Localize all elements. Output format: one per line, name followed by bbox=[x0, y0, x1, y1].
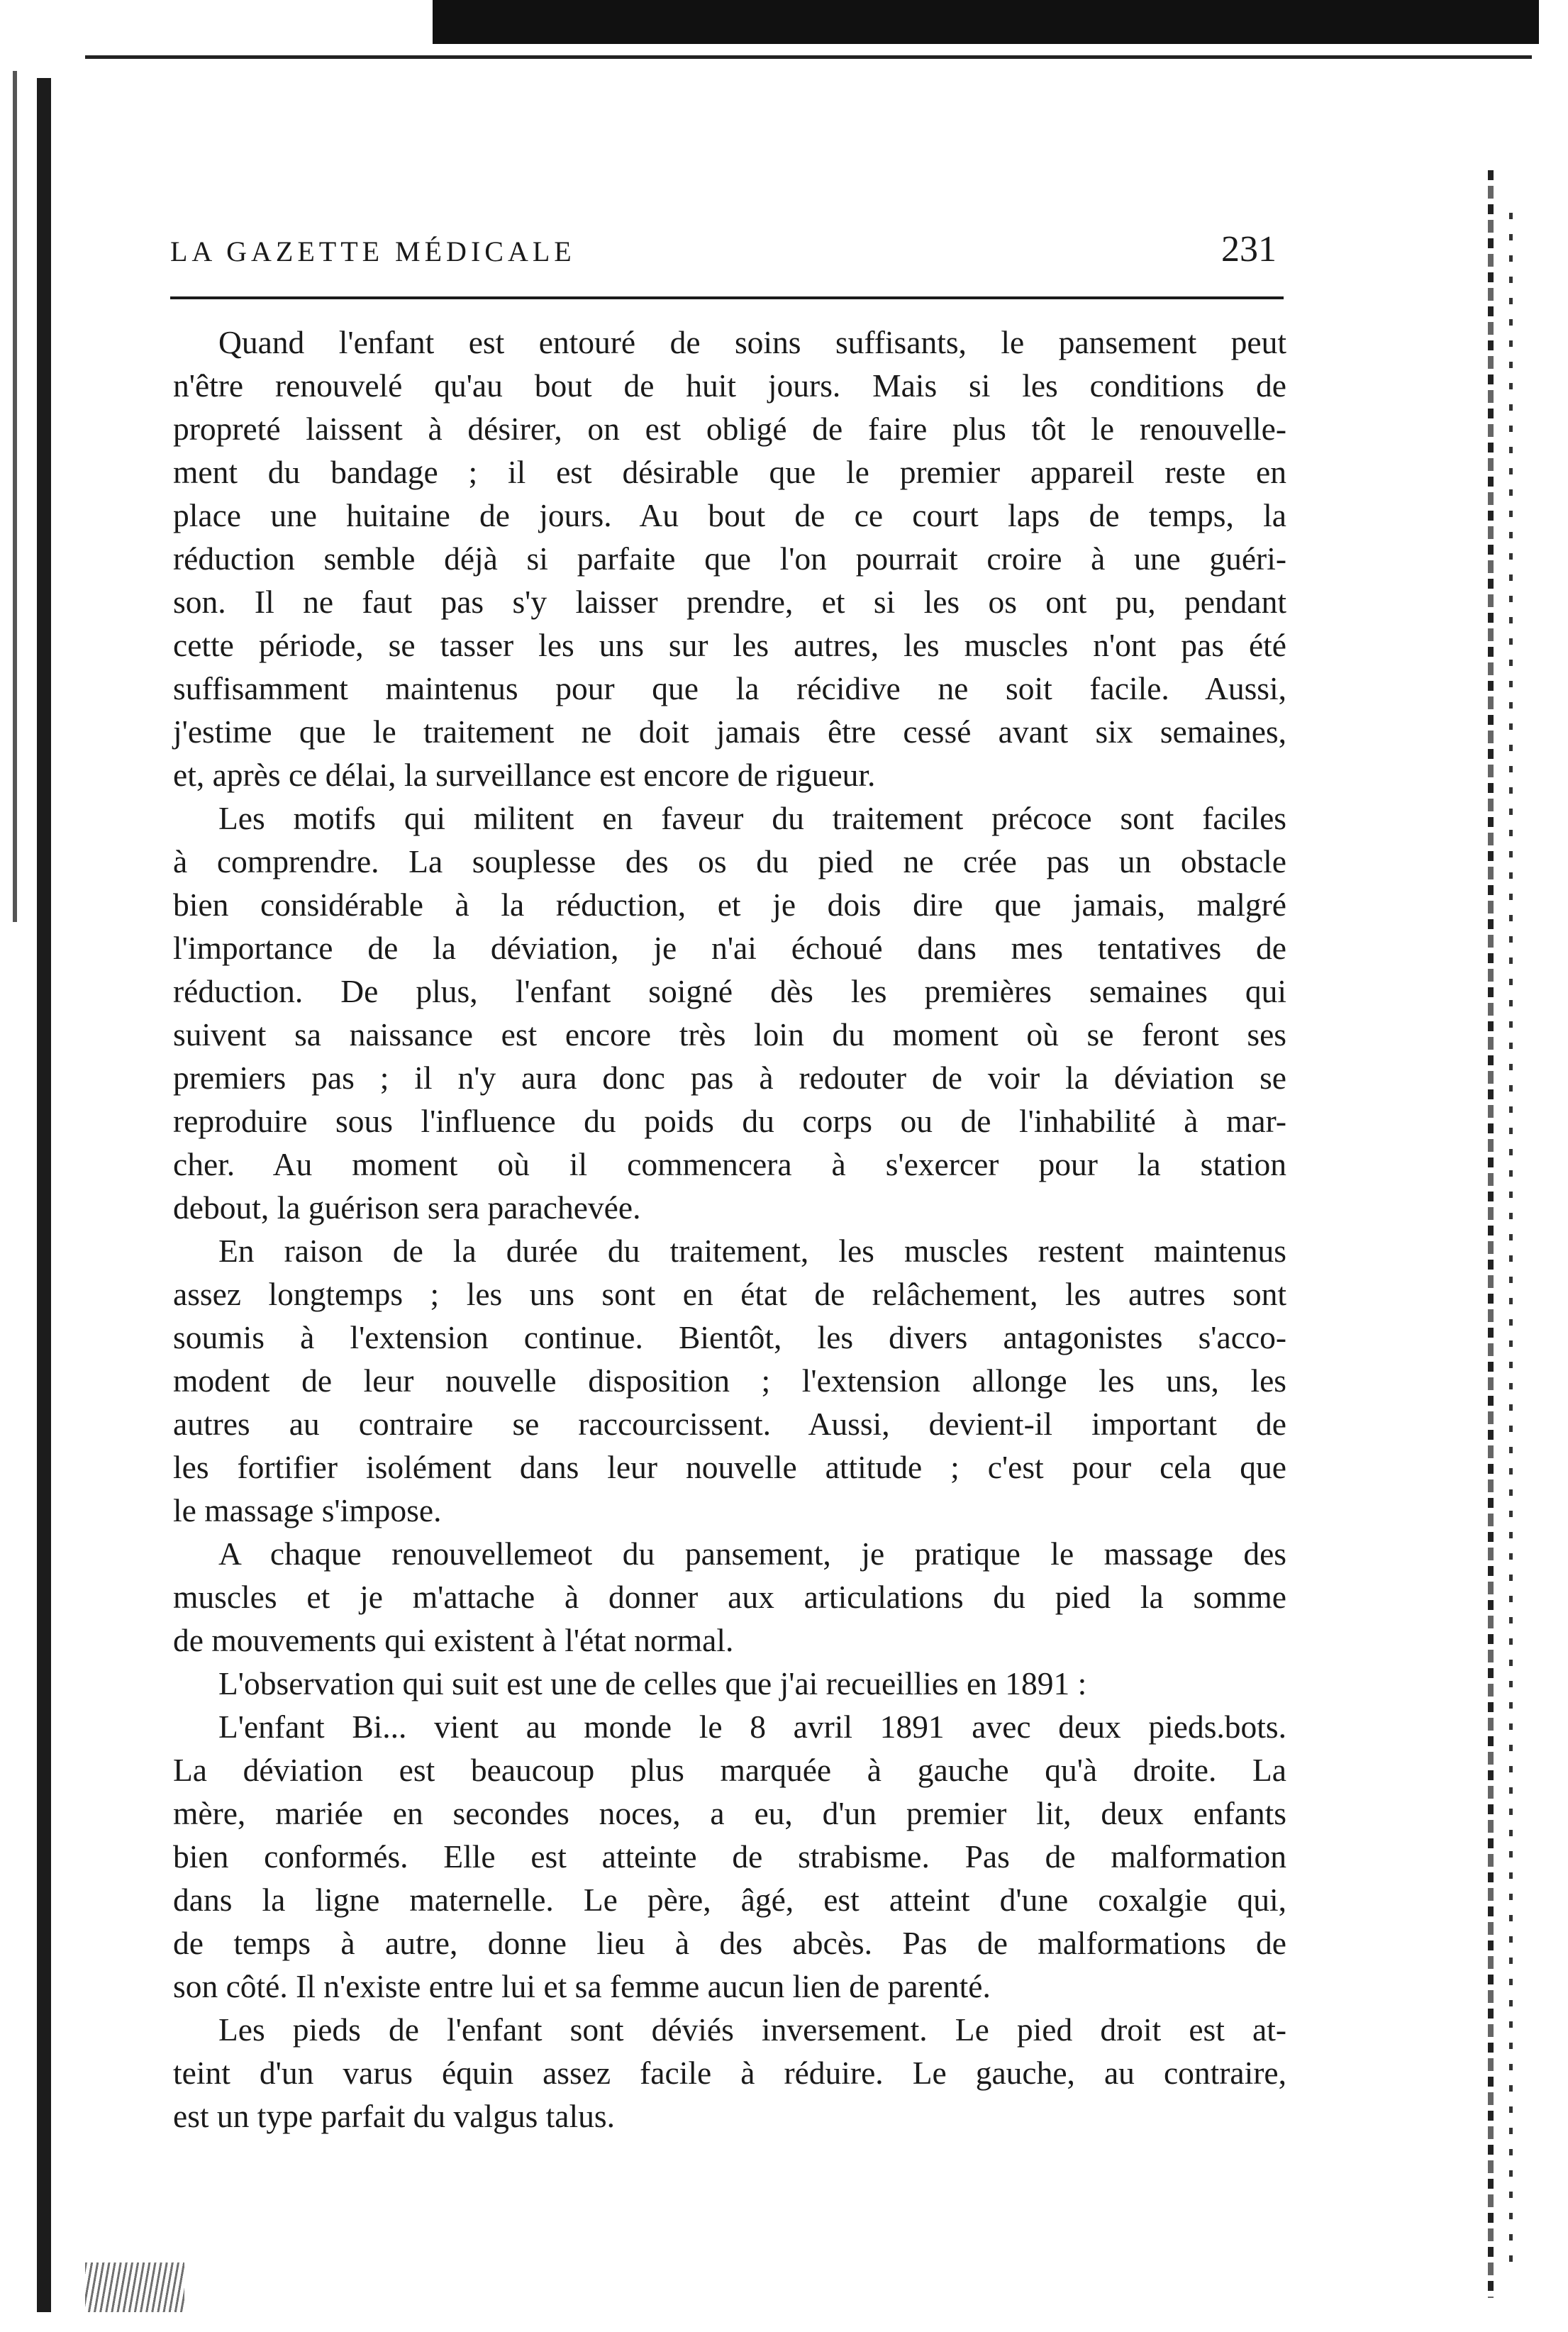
text-line: son. Il ne faut pas s'y laisser prendre, et si les os ont pu, pendant bbox=[173, 584, 1286, 620]
text-line: place une huitaine de jours. Au bout de ce court laps de temps, la bbox=[173, 497, 1286, 533]
text-line: propreté laissent à désirer, on est obligé de faire plus tôt le renouvelle- bbox=[173, 411, 1286, 447]
text-line: suffisamment maintenus pour que la récidive ne soit facile. Aussi, bbox=[173, 670, 1286, 706]
text-line: premiers pas ; il n'y aura donc pas à redouter de voir la déviation se bbox=[173, 1060, 1286, 1096]
scan-smudge bbox=[85, 2262, 184, 2312]
text-line: La déviation est beaucoup plus marquée à gauche qu'à droite. La bbox=[173, 1752, 1286, 1788]
text-line: A chaque renouvellemeot du pansement, je pratique le massage des bbox=[218, 1536, 1286, 1572]
text-line: teint d'un varus équin assez facile à réduire. Le gauche, au contraire, bbox=[173, 2055, 1286, 2091]
text-line: le massage s'impose. bbox=[173, 1492, 442, 1528]
text-line: réduction. De plus, l'enfant soigné dès les premières semaines qui bbox=[173, 973, 1286, 1009]
text-line: L'observation qui suit est une de celles que j'ai recueillies en 1891 : bbox=[218, 1665, 1087, 1701]
text-line: ment du bandage ; il est désirable que le premier appareil reste en bbox=[173, 454, 1286, 490]
text-line: Les pieds de l'enfant sont déviés inversement. Le pied droit est at- bbox=[218, 2011, 1286, 2048]
text-line: à comprendre. La souplesse des os du pied ne crée pas un obstacle bbox=[173, 843, 1286, 879]
text-line: suivent sa naissance est encore très loin du moment où se feront ses bbox=[173, 1016, 1286, 1053]
text-line: assez longtemps ; les uns sont en état de relâchement, les autres sont bbox=[173, 1276, 1286, 1312]
text-line: reproduire sous l'influence du poids du corps ou de l'inhabilité à mar- bbox=[173, 1103, 1286, 1139]
scan-rule-top bbox=[85, 55, 1532, 59]
text-line: cette période, se tasser les uns sur les autres, les muscles n'ont pas été bbox=[173, 627, 1286, 663]
text-line: L'enfant Bi... vient au monde le 8 avril 1891 avec deux pieds.bots. bbox=[218, 1709, 1286, 1745]
scan-binding-edge bbox=[37, 78, 51, 2312]
text-line: réduction semble déjà si parfaite que l'on pourrait croire à une guéri- bbox=[173, 540, 1286, 577]
text-line: de mouvements qui existent à l'état normal. bbox=[173, 1622, 734, 1658]
text-line: n'être renouvelé qu'au bout de huit jours. Mais si les conditions de bbox=[173, 367, 1286, 404]
text-line: debout, la guérison sera parachevée. bbox=[173, 1189, 641, 1226]
text-line: muscles et je m'attache à donner aux articulations du pied la somme bbox=[173, 1579, 1286, 1615]
text-line: Les motifs qui militent en faveur du traitement précoce sont faciles bbox=[218, 800, 1286, 836]
text-line: dans la ligne maternelle. Le père, âgé, est atteint d'une coxalgie qui, bbox=[173, 1882, 1286, 1918]
article-body bbox=[173, 321, 1286, 2138]
text-line: En raison de la durée du traitement, les muscles restent maintenus bbox=[218, 1233, 1286, 1269]
text-line: mère, mariée en secondes noces, a eu, d'un premier lit, deux enfants bbox=[173, 1795, 1286, 1831]
text-line: bien conformés. Elle est atteinte de strabisme. Pas de malformation bbox=[173, 1838, 1286, 1875]
text-line: de temps à autre, donne lieu à des abcès. Pas de malformations de bbox=[173, 1925, 1286, 1961]
text-line: autres au contraire se raccourcissent. Aussi, devient-il important de bbox=[173, 1406, 1286, 1442]
scan-edge-shadow bbox=[13, 71, 17, 922]
text-line: j'estime que le traitement ne doit jamais être cessé avant six semaines, bbox=[173, 714, 1286, 750]
text-line: modent de leur nouvelle disposition ; l'extension allonge les uns, les bbox=[173, 1362, 1286, 1399]
page-number: 231 bbox=[1221, 229, 1277, 270]
text-line: Quand l'enfant est entouré de soins suffisants, le pansement peut bbox=[218, 324, 1286, 360]
scan-page-edge-right-outer bbox=[1509, 213, 1513, 2270]
running-head bbox=[170, 228, 1277, 270]
text-line: les fortifier isolément dans leur nouvelle attitude ; c'est pour cela que bbox=[173, 1449, 1286, 1485]
text-line: cher. Au moment où il commencera à s'exercer pour la station bbox=[173, 1146, 1286, 1182]
text-line: est un type parfait du valgus talus. bbox=[173, 2098, 615, 2134]
text-line: l'importance de la déviation, je n'ai échoué dans mes tentatives de bbox=[173, 930, 1286, 966]
header-rule bbox=[170, 296, 1284, 299]
scan-page-edge-right bbox=[1488, 170, 1494, 2298]
journal-title: LA GAZETTE MÉDICALE bbox=[170, 235, 576, 267]
text-line: bien considérable à la réduction, et je dois dire que jamais, malgré bbox=[173, 887, 1286, 923]
text-line: soumis à l'extension continue. Bientôt, les divers antagonistes s'acco- bbox=[173, 1319, 1286, 1355]
text-line: et, après ce délai, la surveillance est encore de rigueur. bbox=[173, 757, 876, 793]
scan-border-top bbox=[433, 0, 1539, 44]
text-line: son côté. Il n'existe entre lui et sa femme aucun lien de parenté. bbox=[173, 1968, 991, 2004]
